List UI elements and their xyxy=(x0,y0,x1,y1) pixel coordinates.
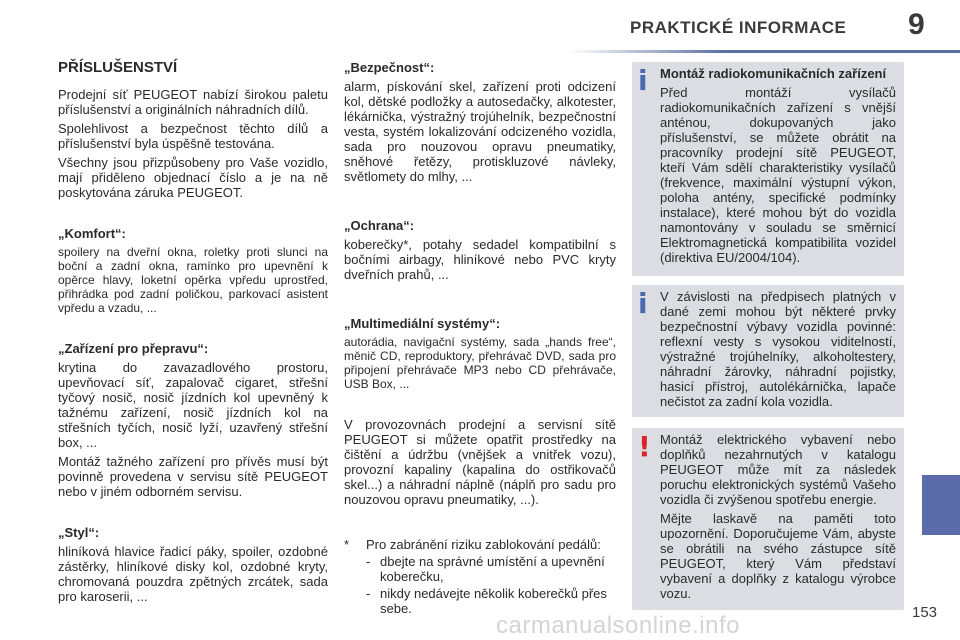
watermark: carmanualsonline.info xyxy=(496,612,740,639)
prepravu-text: Montáž tažného zařízení pro přívěs musí být povinně provedena v servisu sítě PEUGEOT nebo v jiném odborném servisu. xyxy=(58,454,328,499)
info-box-text: Před montáží vysílačů radiokomunikačních zařízení s vnější anténou, dokupovaných jako příslušenství, se můžete obrátit na pracovníky prodejní sítě PEUGEOT, kteří Vám sdělí charakteristiky vysílačů (frekvence, maximální výstupní výkon, poloha antény, specifické podmínky instalace), které mohou být do vozidla namontovány v souladu se směrnicí Elektromagnetická kompatibilita vozidel (direktiva EU/2004/104). xyxy=(660,85,896,265)
multimedia-text: autorádia, navigační systémy, sada „hands free“, měnič CD, reproduktory, přehrávač DVD, sada pro připojení přehrávače MP3 nebo CD přehrávače, USB Box, ... xyxy=(344,335,616,391)
info-box-safety xyxy=(632,285,904,417)
prepravu-text: krytina do zavazadlového prostoru, upevňovací síť, zapalovač cigaret, střešní tyčový nosič, nosič jízdních kol upevněný k tažnému zařízení, nosič jízdních kol na střešních tyčích, nosič lyží, uzavřený střešní box, ... xyxy=(58,360,328,450)
styl-heading: „Styl“: xyxy=(58,525,100,540)
bezpecnost-text: alarm, pískování skel, zařízení proti odcizení kol, dětské podložky a autosedačky, alkotester, lékárnička, výstražný trojúhelník, bezpečnostní vesta, systém lokalizování odcizeného vozidla, sada pro nouzovou opravu pneumatiky, sněhové řetězy, protiskluzové návleky, světlomety do mlhy, ... xyxy=(344,79,616,184)
info-box-radio xyxy=(632,62,904,276)
ochrana-heading: „Ochrana“: xyxy=(344,218,415,233)
footnote xyxy=(344,537,616,616)
komfort-heading: „Komfort“: xyxy=(58,226,126,241)
left-column xyxy=(58,60,328,608)
chapter-side-tab[interactable] xyxy=(922,475,960,535)
styl-text: hliníková hlavice řadicí páky, spoiler, ozdobné zástěrky, hliníkové disky kol, ozdobné kryty, chromovaná pouzdra zpětných zrcátek, sada pro karoserii, ... xyxy=(58,544,328,604)
footnote-item: nikdy nedávejte několik koberečků přes sebe. xyxy=(380,586,607,616)
footnote-mark: * xyxy=(344,537,350,552)
bezpecnost-heading: „Bezpečnost“: xyxy=(344,60,435,75)
intro-paragraph: Spolehlivost a bezpečnost těchto dílů a příslušenství byla úspěšně testována. xyxy=(58,121,328,151)
komfort-text: spoilery na dveřní okna, roletky proti slunci na boční a zadní okna, ramínko pro upevnění k opěrce hlavy, loketní opěrka vpředu uprostřed, přihrádka pod zadní poličkou, parkovací asistent vpředu a vzadu, ... xyxy=(58,245,328,315)
warning-box-text: Montáž elektrického vybavení nebo doplňků nezahrnutých v katalogu PEUGEOT může mít za následek poruchu elektronických systémů Vašeho vozidla či zvýšenou spotřebu energie. xyxy=(660,432,896,507)
ochrana-text: koberečky*, potahy sedadel kompatibilní s bočními airbagy, hliníkové nebo PVC kryty dveřních prahů, ... xyxy=(344,237,616,282)
chapter-number: 9 xyxy=(908,8,925,41)
info-icon: i xyxy=(638,287,648,320)
section-title: PŘÍSLUŠENSTVÍ xyxy=(58,59,178,76)
footnote-intro: Pro zabránění riziku zablokování pedálů: xyxy=(366,537,601,552)
header-title: PRAKTICKÉ INFORMACE xyxy=(630,18,847,37)
header-divider xyxy=(568,50,960,53)
footnote-item: dbejte na správné umístění a upevnění koberečku, xyxy=(380,554,605,584)
info-box-title: Montáž radiokomunikačních zařízení xyxy=(660,66,887,81)
info-box-text: V závislosti na předpisech platných v dané zemi mohou být některé prvky bezpečnostní výbavy vozidla povinné: reflexní vesty s vysokou viditelností, výstražné trojúhelníky, alkoholtestery, náhradní žárovky, náhradní pojistky, hasicí přístroj, autolékárnička, lapače nečistot za zadní kola vozidla. xyxy=(660,289,896,409)
warning-box-electrical xyxy=(632,428,904,610)
intro-paragraph: Všechny jsou přizpůsobeny pro Vaše vozidlo, mají přiděleno objednací číslo a je na ně poskytována záruka PEUGEOT. xyxy=(58,155,328,200)
page-number: 153 xyxy=(912,604,938,621)
footnote-dash: - xyxy=(366,586,371,601)
servis-text: V provozovnách prodejní a servisní sítě PEUGEOT si můžete opatřit prostředky na čištění a údržbu (vnějšek a vnitřek vozu), provozní kapaliny (kapalina do ostřikovačů skel...) a náhradní náplně (náplň pro sadu pro nouzovou opravu pneumatiky, ...). xyxy=(344,417,616,507)
footnote-dash: - xyxy=(366,554,371,569)
intro-paragraph: Prodejní síť PEUGEOT nabízí širokou paletu příslušenství a originálních náhradních dílů. xyxy=(58,87,328,117)
multimedia-heading: „Multimediální systémy“: xyxy=(344,316,501,331)
middle-column xyxy=(344,60,616,618)
warning-box-text: Mějte laskavě na paměti toto upozornění. Doporučujeme Vám, abyste se obrátili na svého zástupce sítě PEUGEOT, který Vám představí vybavení a doplňky z katalogu výrobce vozu. xyxy=(660,511,896,601)
info-icon: i xyxy=(638,64,648,97)
prepravu-heading: „Zařízení pro přepravu“: xyxy=(58,341,209,356)
warning-icon: ! xyxy=(638,430,651,463)
